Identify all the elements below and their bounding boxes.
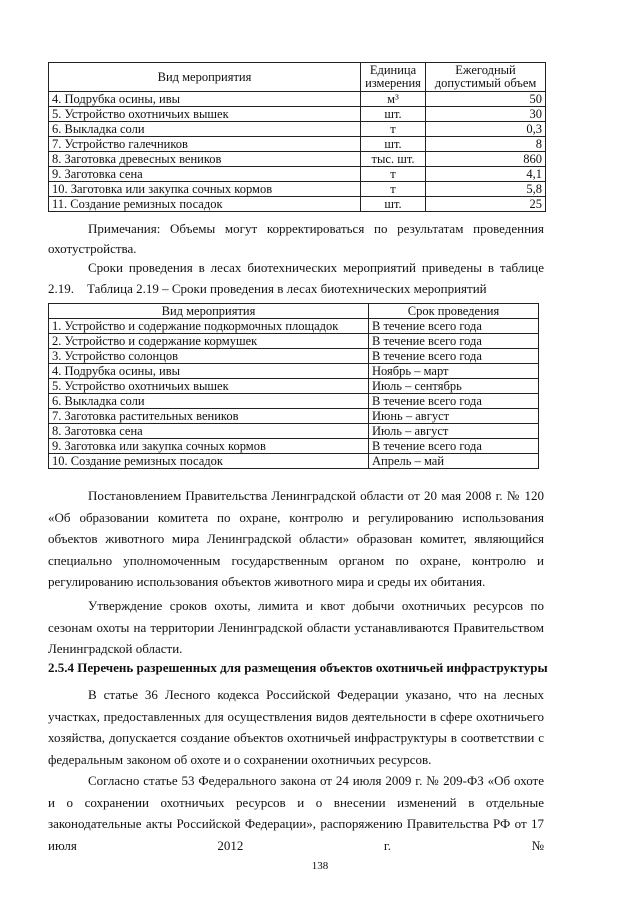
cell-activity: 2. Устройство и содержание кормушек [49,334,369,349]
cell-activity: 9. Заготовка сена [49,167,361,182]
table-row [49,167,546,182]
table-row [49,394,539,409]
cell-volume: 50 [426,92,546,107]
section-heading: 2.5.4 Перечень разрешенных для размещения объектов охотничьей инфраструктуры [48,660,548,675]
cell-volume: 0,3 [426,122,546,137]
table-row [49,319,539,334]
cell-period: Ноябрь – март [369,364,539,379]
annual-volume-table-body [49,92,546,212]
cell-period: В течение всего года [369,334,539,349]
cell-volume: 860 [426,152,546,167]
cell-unit: шт. [361,197,426,212]
cell-period: В течение всего года [369,319,539,334]
cell-activity: 4. Подрубка осины, ивы [49,92,361,107]
cell-volume: 8 [426,137,546,152]
cell-volume: 5,8 [426,182,546,197]
table-2-intro: Сроки проведения в лесах биотехнических мероприятий приведены в таблице 2.19. [48,260,544,296]
table-row [49,122,546,137]
paragraph-hunting-terms: Утверждение сроков охоты, лимита и квот добычи охотничьих ресурсов по сезонам охоты на территории Ленинградской области устанавливаются Правительством Ленинградской области. [48,598,544,656]
cell-period: В течение всего года [369,439,539,454]
paragraph-forest-code: В статье 36 Лесного кодекса Российской Федерации указано, что на лесных участках, предоставленных для осуществления видов деятельности в сфере охотничьего хозяйства, допускается создание объектов охотничьей инфраструктуры в соответствии с федеральным законом об охоте и о сохранении охотничьих ресурсов. [48,687,544,767]
cell-activity: 4. Подрубка осины, ивы [49,364,369,379]
cell-activity: 5. Устройство охотничьих вышек [49,107,361,122]
header-activity: Вид мероприятия [49,304,369,319]
annual-volume-table [48,62,546,212]
cell-volume: 30 [426,107,546,122]
cell-activity: 9. Заготовка или закупка сочных кормов [49,439,369,454]
cell-activity: 7. Устройство галечников [49,137,361,152]
cell-activity: 11. Создание ремизных посадок [49,197,361,212]
table-row [49,349,539,364]
table-header-row [49,304,539,319]
cell-volume: 4,1 [426,167,546,182]
cell-unit: шт. [361,107,426,122]
table-row [49,137,546,152]
table-2-caption: Таблица 2.19 – Сроки проведения в лесах биотехнических мероприятий [87,281,487,296]
cell-activity: 10. Заготовка или закупка сочных кормов [49,182,361,197]
activity-period-table [48,303,539,469]
table-row [49,197,546,212]
paragraph-federal-law: Согласно статье 53 Федерального закона от 24 июля 2009 г. № 209-ФЗ «Об охоте и о сохранении охотничьих ресурсов и о внесении изменений в отдельные законодательные акты Российской Федерации», распоряжению Правительства РФ от 17 июля 2012 г. № [48,773,544,853]
cell-unit: т [361,182,426,197]
table-row [49,439,539,454]
table-header-row [49,63,546,92]
header-activity: Вид мероприятия [49,63,361,92]
cell-period: Июнь – август [369,409,539,424]
activity-period-table-body [49,319,539,469]
cell-period: Апрель – май [369,454,539,469]
cell-activity: 8. Заготовка древесных веников [49,152,361,167]
table-row [49,107,546,122]
table-row [49,454,539,469]
table-row [49,182,546,197]
page-number: 138 [311,860,329,872]
cell-unit: м³ [361,92,426,107]
table-row [49,379,539,394]
cell-activity: 6. Выкладка соли [49,122,361,137]
header-unit: Единица измерения [361,63,426,92]
cell-unit: шт. [361,137,426,152]
cell-activity: 7. Заготовка растительных веников [49,409,369,424]
table-row [49,92,546,107]
table-note: Примечания: Объемы могут корректироваться по результатам проведенния охотустройства. [48,221,544,256]
cell-unit: тыс. шт. [361,152,426,167]
cell-activity: 8. Заготовка сена [49,424,369,439]
cell-activity: 5. Устройство охотничьих вышек [49,379,369,394]
cell-activity: 3. Устройство солонцов [49,349,369,364]
table-row [49,152,546,167]
table-row [49,409,539,424]
header-volume: Ежегодный допустимый объем [426,63,546,92]
table-row [49,334,539,349]
header-period: Срок проведения [369,304,539,319]
table-row [49,424,539,439]
paragraph-resolution: Постановлением Правительства Ленинградской области от 20 мая 2008 г. № 120 «Об образовании комитета по охране, контролю и регулированию использования объектов животного мира Ленинградской области» образован комитет, являющийся специально уполномоченным государственным органом по охране, контролю и регулированию использования объектов животного мира и среды их обитания. [48,488,544,589]
table-row [49,364,539,379]
cell-period: Июль – сентябрь [369,379,539,394]
cell-unit: т [361,167,426,182]
cell-volume: 25 [426,197,546,212]
cell-activity: 10. Создание ремизных посадок [49,454,369,469]
cell-period: В течение всего года [369,394,539,409]
cell-activity: 6. Выкладка соли [49,394,369,409]
cell-activity: 1. Устройство и содержание подкормочных площадок [49,319,369,334]
cell-unit: т [361,122,426,137]
cell-period: Июль – август [369,424,539,439]
cell-period: В течение всего года [369,349,539,364]
